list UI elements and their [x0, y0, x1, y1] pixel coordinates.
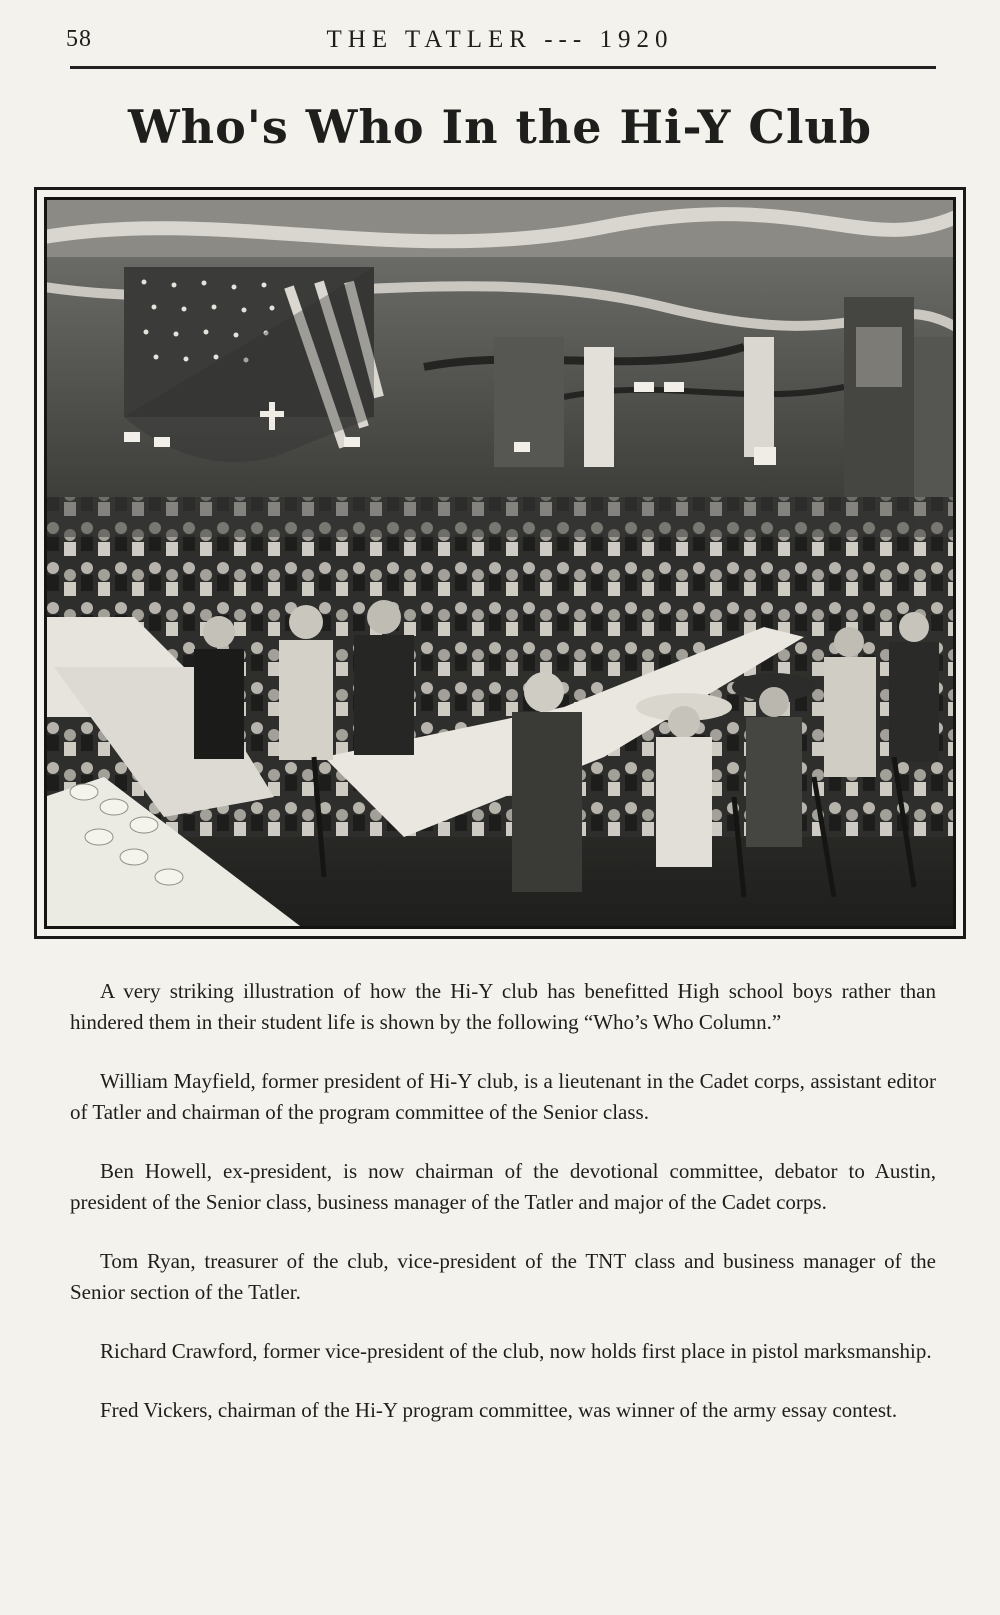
intro-paragraph: A very striking illustration of how the Hi-Y club has benefitted High school boys rather than hindered them in their student life is shown by the following “Who’s Who Column.” [70, 979, 936, 1034]
article-body [70, 976, 936, 1454]
member-paragraph-vickers: Fred Vickers, chairman of the Hi-Y program committee, was winner of the army essay contest. [100, 1398, 898, 1422]
member-paragraph-ryan: Tom Ryan, treasurer of the club, vice-president of the TNT class and business manager of the Senior section of the Tatler. [70, 1249, 936, 1304]
photo-frame [34, 187, 966, 939]
article-title: Who's Who In the Hi-Y Club [127, 100, 873, 154]
header-rule [70, 66, 936, 69]
member-paragraph-mayfield: William Mayfield, former president of Hi-Y club, is a lieutenant in the Cadet corps, assistant editor of Tatler and chairman of the program committee of the Senior class. [70, 1069, 936, 1124]
banquet-photo [44, 197, 956, 929]
page-number: 58 [66, 26, 92, 52]
member-paragraph-howell: Ben Howell, ex-president, is now chairman of the devotional committee, debator to Austin, president of the Senior class, business manager of the Tatler and major of the Cadet corps. [70, 1159, 936, 1214]
running-header: THE TATLER --- 1920 [326, 26, 674, 53]
member-paragraph-crawford: Richard Crawford, former vice-president of the club, now holds first place in pistol marksmanship. [100, 1339, 932, 1363]
